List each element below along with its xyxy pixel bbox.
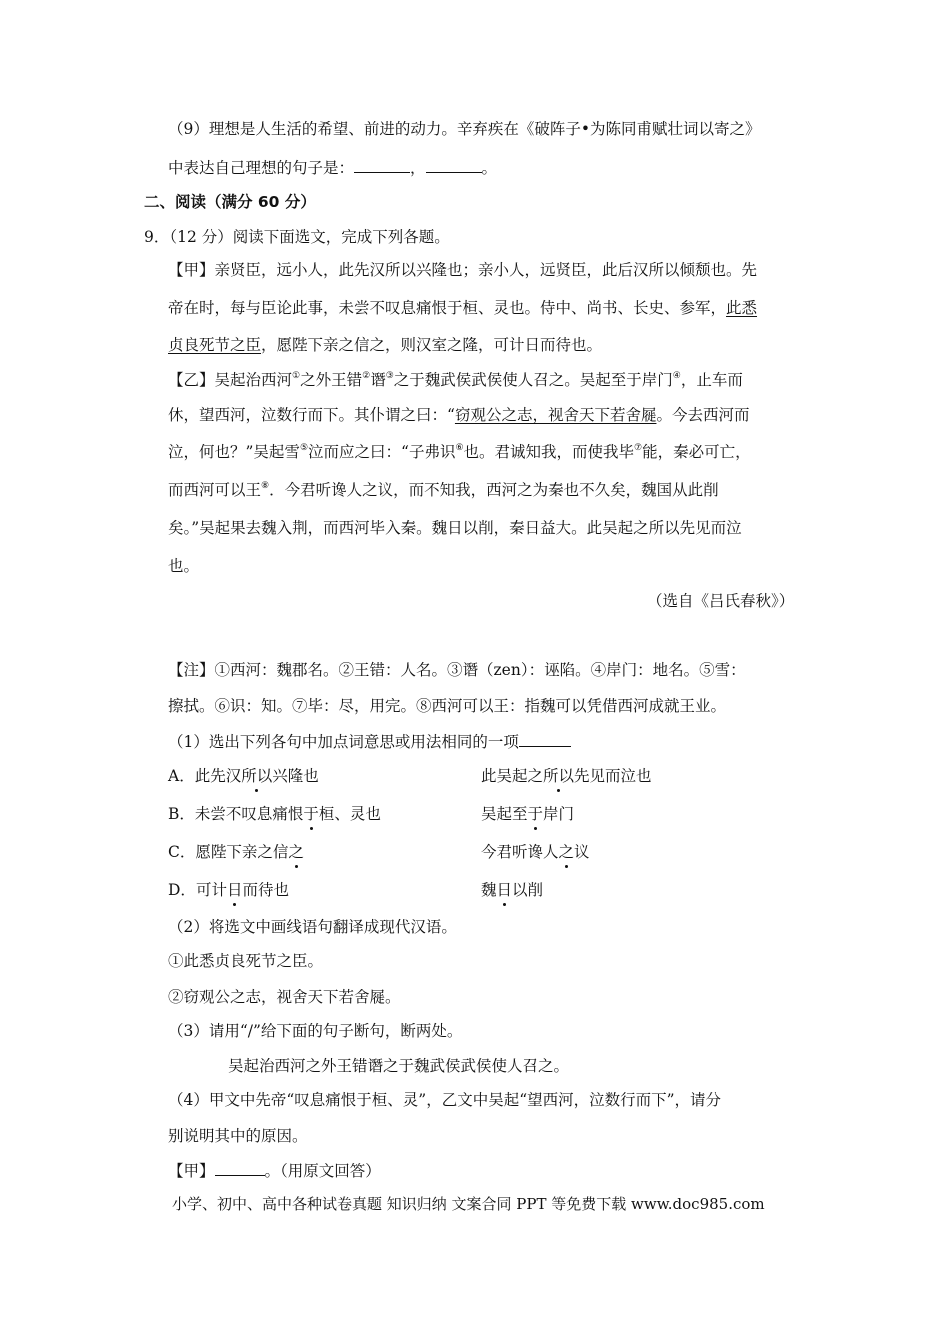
passage-jia-line-2: 帝在时，每与臣论此事，未尝不叹息痛恨于桓、灵也。侍中、尚书、长史、参军，此悉 — [168, 299, 758, 317]
notes-line-1: 【注】①西河：魏郡名。②王错：人名。③谮（zen）：诬陷。④岸门：地名。⑤雪： — [168, 661, 746, 679]
passage-yi-line-5: 矣。”吴起果去魏入荆，而西河毕入秦。魏日以削，秦日益大。此吴起之所以先见而泣 — [168, 519, 742, 537]
sub-question-3-prompt: （3）请用“/”给下面的句子断句，断两处。 — [168, 1022, 463, 1040]
sub-question-4-jia: 【甲】 。（用原文回答） — [168, 1162, 381, 1180]
passage-yi-line-1: 【乙】吴起治西河①之外王错②谮③之于魏武侯武侯使人召之。吴起至于岸门④，止车而 — [168, 371, 743, 389]
answer-blank[interactable] — [215, 1160, 265, 1176]
option-a[interactable]: A．此先汉所以兴隆也 — [168, 767, 319, 785]
answer-blank[interactable] — [519, 731, 571, 747]
footnote-mark: ③ — [385, 371, 394, 381]
option-d[interactable]: D．可计日而待也 — [168, 881, 289, 899]
footnote-mark: ① — [292, 371, 301, 381]
sub-question-1-prompt: （1）选出下列各句中加点词意思或用法相同的一项 — [168, 731, 571, 753]
option-d-compare: 魏日以削 — [481, 881, 544, 899]
footnote-mark: ⑦ — [634, 443, 643, 453]
footnote-mark: ⑧ — [261, 481, 270, 491]
footnote-mark: ⑤ — [299, 443, 309, 453]
passage-yi-line-2: 休，望西河，泣数行而下。其仆谓之曰：“窃观公之志，视舍天下若舍屣。今去西河而 — [168, 406, 750, 424]
sub-question-3-sentence: 吴起治西河之外王错谮之于魏武侯武侯使人召之。 — [228, 1057, 570, 1075]
passage-yi-line-4: 而西河可以王⑧．今君听谗人之议，而不知我，西河之为秦也不久矣，魏国从此削 — [168, 481, 719, 499]
dotted-word: 日 — [226, 881, 243, 899]
underlined-sentence: 贞良死节之臣 — [168, 336, 262, 354]
underlined-sentence: 窃观公之志，视舍天下若舍屣 — [454, 406, 657, 424]
page-footer: 小学、初中、高中各种试卷真题 知识归纳 文案合同 PPT 等免费下载 www.doc985.com — [172, 1195, 765, 1213]
sub-question-2-item-2: ②窃观公之志，视舍天下若舍屣。 — [168, 988, 401, 1006]
option-a-compare: 此吴起之所以先见而泣也 — [481, 767, 652, 785]
dotted-word: 于 — [527, 805, 544, 823]
passage-jia-line-3: 贞良死节之臣，愿陛下亲之信之，则汉室之隆，可计日而待也。 — [168, 336, 603, 354]
section-title: 二、阅读（满分 60 分） — [144, 193, 316, 211]
sub-question-2-item-1: ①此悉贞良死节之臣。 — [168, 952, 324, 970]
dotted-word: 所以 — [543, 767, 575, 785]
footnote-mark: ② — [362, 371, 371, 381]
dotted-word: 于 — [303, 805, 319, 823]
footnote-mark: ⑥ — [455, 443, 464, 453]
underlined-sentence: 此悉 — [726, 299, 758, 317]
option-b-compare: 吴起至于岸门 — [481, 805, 575, 823]
dotted-word: 所以 — [241, 767, 273, 785]
passage-yi-line-6: 也。 — [168, 557, 200, 575]
passage-jia-line-1: 【甲】亲贤臣，远小人，此先汉所以兴隆也；亲小人，远贤臣，此后汉所以倾颓也。先 — [168, 261, 758, 279]
dotted-word: 之 — [558, 843, 575, 861]
passage-source: （选自《吕氏春秋》） — [647, 592, 795, 610]
footnote-mark: ④ — [672, 371, 681, 381]
prev-question-line-2: 中表达自己理想的句子是： ， 。 — [168, 159, 498, 177]
sub-question-4-line-1: （4）甲文中先帝“叹息痛恨于桓、灵”，乙文中吴起“望西河，泣数行而下”，请分 — [168, 1091, 722, 1109]
question-9-head: 9．（12 分）阅读下面选文，完成下列各题。 — [144, 228, 450, 246]
answer-blank[interactable] — [426, 157, 482, 173]
dotted-word: 日 — [496, 881, 513, 899]
passage-yi-line-3: 泣，何也？”吴起雪⑤泣而应之曰：“子弗识⑥也。君诚知我，而使我毕⑦能，秦必可亡， — [168, 443, 751, 461]
sub-question-4-line-2: 别说明其中的原因。 — [168, 1127, 308, 1145]
option-b[interactable]: B．未尝不叹息痛恨于桓、灵也 — [168, 805, 381, 823]
prev-question-line-1: （9）理想是人生活的希望、前进的动力。辛弃疾在《破阵子•为陈同甫赋壮词以寄之》 — [168, 120, 761, 138]
answer-blank[interactable] — [354, 157, 410, 173]
option-c-compare: 今君听谗人之议 — [481, 843, 590, 861]
sub-question-2-prompt: （2）将选文中画线语句翻译成现代汉语。 — [168, 918, 457, 936]
option-c[interactable]: C．愿陛下亲之信之 — [168, 843, 304, 861]
dotted-word: 之 — [288, 843, 304, 861]
notes-line-2: 擦拭。⑥识：知。⑦毕：尽，用完。⑧西河可以王：指魏可以凭借西河成就王业。 — [168, 697, 727, 715]
